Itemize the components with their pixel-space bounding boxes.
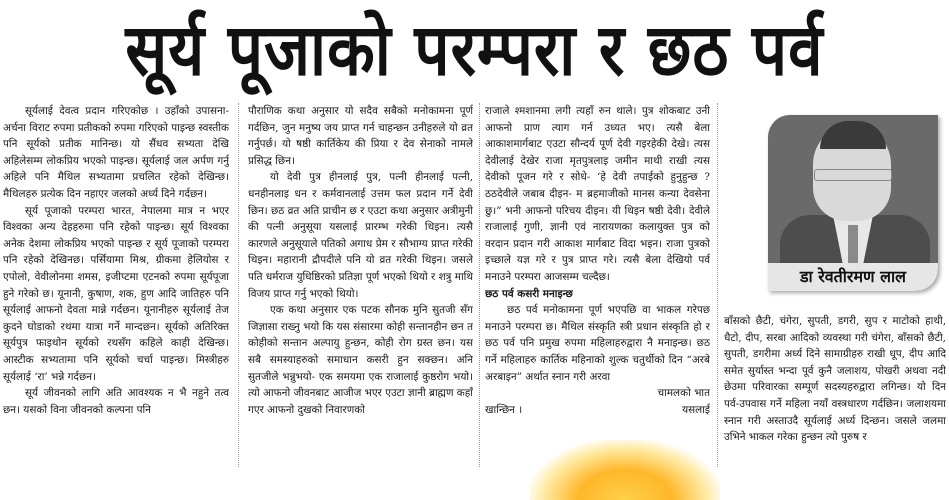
column-separator — [479, 103, 480, 467]
article-column-3 — [485, 103, 710, 467]
paragraph: राजाले श्मशानमा लगी त्यहाँ रुन थाले। पुत्र शोकबाट उनी आफनो प्राण त्याग गर्न उध्यत भए। त्यसै बेला आकाशमार्गबाट एउटा सौन्दर्य पूर्ण देवी गइरहेकी देखे। त्यस देवीलाई देखेर राजा मृतपुत्रलाइ जमीन माथी राखी त्यस देवीको पूजन गरे र सोधे- ‘हे देवी तपाईको हुनुहुन्छ ? ठठदेवीले जबाब दीइन- म ब्रहमाजीको मानस कन्या देवसेना छु।” भनी आफनो परिचय दीइन। यी थिइन षष्ठी देवी। देवीले राजालाई गुणी, ज्ञानी एवं नारायणका कलायुक्त पुत्र को वरदान प्रदान गरी आकाश मार्गबाट विदा भइन। राजा पुत्रको इच्छाले यज्ञ गरे र पुत्र प्राप्त गरे। त्यसै बेला देखियो पर्व मनाउने परम्परा आजसम्म चल्दैछ। — [485, 105, 710, 283]
paragraph: एक कथा अनुसार एक पटक सौनक मुनि सुतजी सँग जिज्ञासा राख्नु भयो कि यस संसारमा कोही सन्तानहीन छन त कोहीको सन्तान अल्पायु हुन्छन, कोही रोग ग्रस्त छन। यस सबै समस्याहरुको समाधान कसरी हुन सक्छन। अनि सुतजीले भन्नुभयो- एक समयमा एक राजालाई कुष्ठरोग भयो। त्यो आफनो जीवनबाट आजीज भएर एउटा ज्ञानी ब्राह्मण कहाँ गएर आफनो दुखको निवारणको — [248, 304, 473, 416]
paragraph: सूर्य पूजाको परम्परा भारत, नेपालमा मात्र न भएर विश्वका अन्य देहहरुमा पनि रहेको पाइन्छ। सूर्य विश्वका अनेक देशमा लोकप्रिय भएको पाइन्छ र सूर्य पूजाको परम्परा पनि रहेको देखिनछ। पर्सियामा मिश्र, ग्रीकमा हेलियोस र एपोलो, वेवीलोनमा शमस, इजीप्टमा एटनको रुपमा सूर्यपूजा हुने गरेको छ। यूनानी, कुषाण, शक, हुण आदि जातिहरु पनि सूर्यलाई आफनो देवता मान्ने गर्दछन। यूनानीहरु सूर्यलाई तेज कुदने घोडाको रथमा यात्रा गर्ने मान्दछन। सूर्यको अतिरिक्त सूर्यपुत्र फाइथोन सूर्यको रथसँग कहिले काही देखिन्छ। आस्टीक सभ्यतामा पनि सूर्यको चर्चा पाइन्छ। मिस्त्रीहरु सूर्यलाई ‘रा’ भन्ने गर्दछन। — [3, 204, 229, 383]
author-photo-hair — [820, 121, 886, 149]
sun-illustration — [530, 440, 720, 500]
paragraph: बाँसको छैटी, चंगेरा, सुपती, डगरी, सुप र माटोको हाथी, धैटो, दीप, सरबा आदिको व्यवस्था गरी चंगेरा, बाँसको छैटी, सुपती, डगरीमा अर्ध्य दिने सामाग्रीहरु राखी धूप, दीप आदि समेत सुर्यास्त भन्दा पूर्व कुनै जलाशय, पोखरी अथवा नदी छेउमा परिवारका सम्पूर्ण सदस्यहरुद्वारा लगिन्छ। यो दिन पर्व-उपवास गर्ने महिला नयाँ वस्त्रधारण गर्दछिन। जलाशयमा स्नान गरी अस्ताउदै सूर्यलाई अर्ध्य दिन्छन। जसले जलमा उभिने भाकल गरेका हुन्छन त्यो पुरुष र — [724, 315, 946, 444]
headline: सूर्य पूजाको परम्परा र छठ पर्व — [125, 7, 824, 92]
author-caption: डा रेवतीरमण लाल — [768, 263, 938, 291]
column-separator — [238, 103, 239, 467]
paragraph-fragment: चामलको भात — [657, 387, 710, 400]
subheading: छठ पर्व कसरी मनाइन्छ — [485, 287, 573, 300]
paragraph: छठ पर्व मनोकामना पूर्ण भएपछि वा भाकल गरेपछ मनाउने परम्परा छ। मैथिल संस्कृति स्त्री प्रधान संस्कृति हो र छठ पर्व पनि प्रमुख रुपमा महिलाहरुद्वारा नै मनाइन्छ। छठ गर्ने महिलाहरु कार्तिक महिनाको शुल्क चतुर्थीको दिन “अरबे अरबाइन” अर्थात स्नान गरी अरवा — [485, 304, 710, 383]
paragraph-fragment: खान्छिन । — [485, 403, 523, 416]
article-column-4 — [724, 313, 946, 467]
paragraph: सूर्य जीवनको लागि अति आवश्यक न भै नहुने तत्व छन। यसको विना जीवनको कल्पना पनि — [3, 387, 229, 416]
paragraph: यो देवी पुत्र हीनलाई पुत्र, पत्नी हीनलाई पत्नी, धनहीनलाइ धन र कर्मवानलाई उत्तम फल प्रदान गर्ने देवी छिन। छठ व्रत अति प्राचीन छ र एउटा कथा अनुसार अत्रीमुनी की पत्नी अनुसूया यसलाई प्रारम्भ गरेकी थिइन। त्यसै कारणले अनुसूयाले पतिको अगाध प्रेम र सौभाग्य प्राप्त गरेकी थिइन। महारानी द्रौपदीले पनि यो व्रत गरेकी थिइन। जसले पति धर्मराज युधिष्ठिरको प्रतिज्ञा पूर्ण भएको थियो र शत्रु माथि विजय प्राप्त गर्नु भएको थियो। — [248, 171, 473, 300]
author-photo-glasses — [814, 169, 892, 181]
article-column-2 — [248, 103, 473, 467]
paragraph-fragment: यसलाई — [682, 403, 710, 416]
paragraph: सूर्यलाई देवत्व प्रदान गरिएकोछ । उहाँको उपासना-अर्चना विराट रुपमा प्रतीकको रुपमा गरिएको पाइन्छ स्वस्तीक पनि सूर्यको प्रतीक मानिन्छ। यो सैंधव सभ्यता देखि अहिलेसम्म लोकप्रिय भएको पाइन्छ। सूर्यलाई जल अर्पण गर्नु अहिले पनि मैथिल सभ्यतामा प्रचलित रहेको देखिन्छ। मैथिलहरु प्रत्येक दिन नहाएर जलको अर्ध्य दिने गर्दछन। — [3, 105, 229, 200]
paragraph: पौराणिक कथा अनुसार यो सदैव सबैको मनोकामना पूर्ण गर्दछिन, जुन मनुष्य जय प्राप्त गर्न चाहन्छन उनीहरुले यो व्रत गर्नुपर्छ। यो षष्ठी कार्तिकेय की प्रिया र देव सेनाको नामले प्रसिद्ध छिन। — [248, 105, 473, 167]
paragraph-fragment-row — [485, 402, 710, 419]
column-separator — [717, 103, 718, 467]
author-photo — [768, 115, 938, 291]
article-column-1 — [3, 103, 229, 467]
